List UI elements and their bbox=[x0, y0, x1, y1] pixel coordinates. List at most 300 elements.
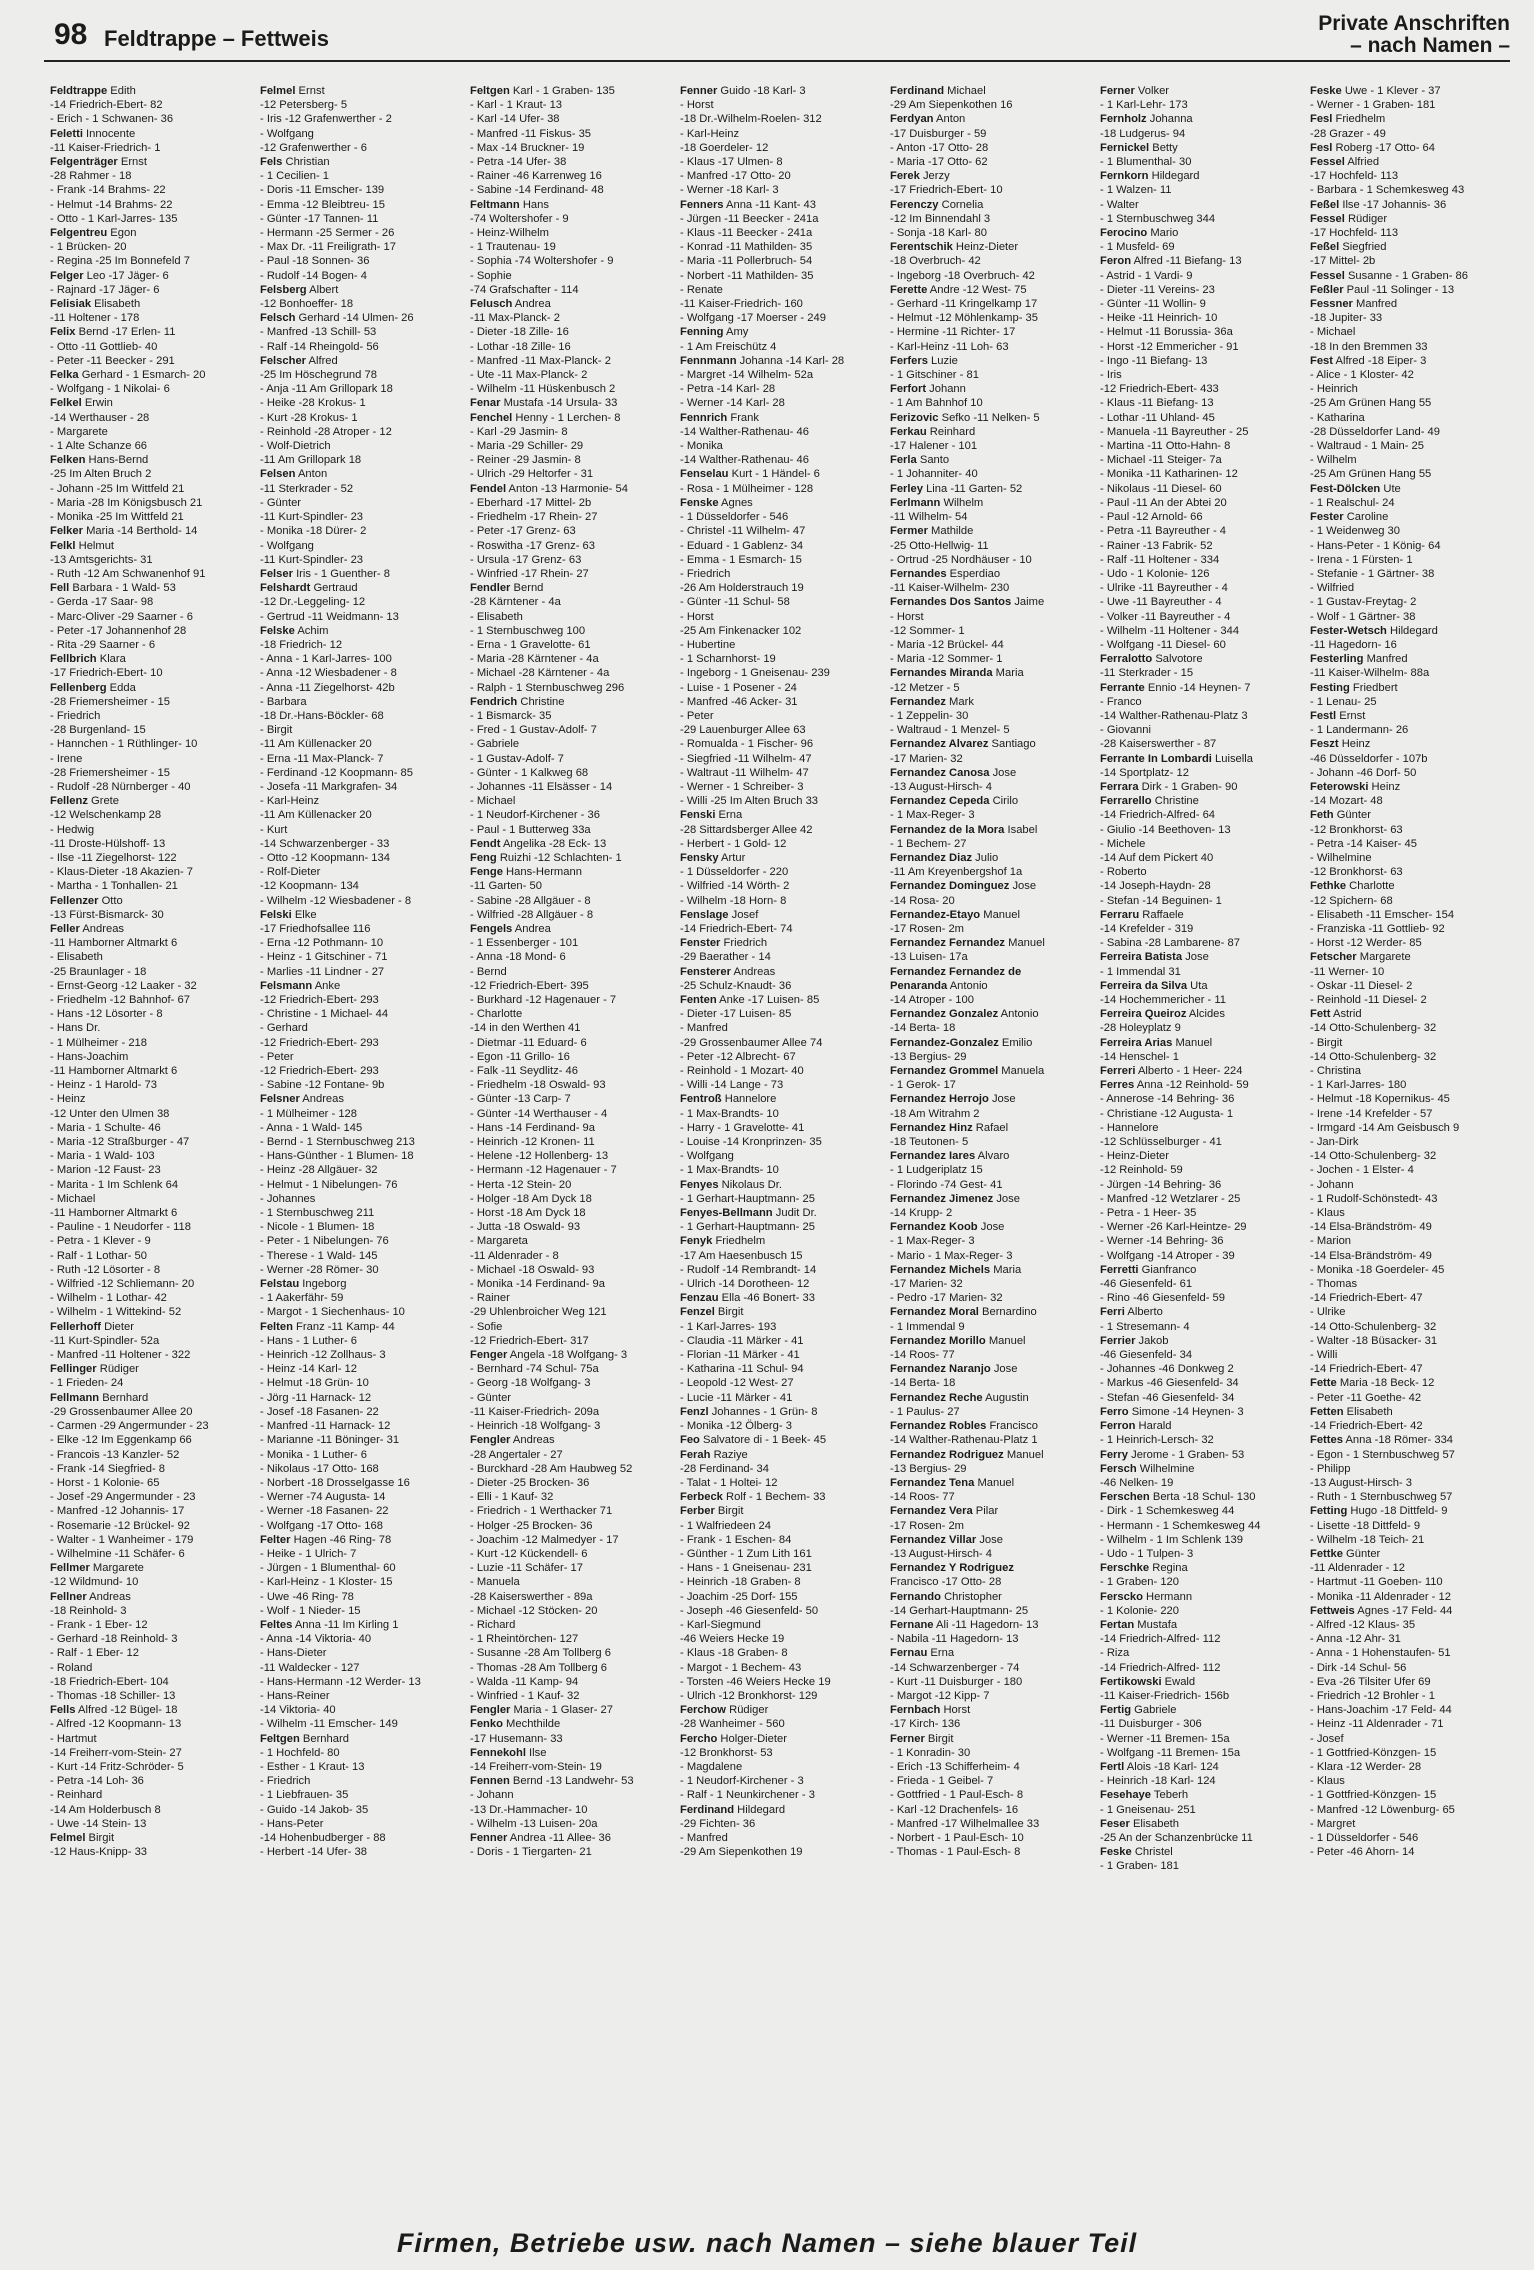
entry-surname: Fernandez Iares bbox=[890, 1150, 976, 1163]
entry-surname: Fernickel bbox=[1100, 141, 1150, 154]
entry-details: - Günter bbox=[470, 1391, 512, 1404]
entry-details: - Johannes -11 Elsässer - 14 bbox=[470, 780, 613, 793]
entry-details: Friedbert bbox=[1349, 681, 1398, 694]
directory-entry bbox=[50, 823, 250, 837]
entry-details: -13 August-Hirsch- 3 bbox=[1310, 1476, 1412, 1489]
entry-details: - Friedrich - 1 Werthacker 71 bbox=[470, 1505, 613, 1518]
directory-entry bbox=[680, 681, 880, 695]
directory-entry bbox=[260, 269, 460, 283]
directory-entry bbox=[50, 1476, 250, 1490]
entry-surname: Fennmann bbox=[680, 354, 737, 367]
directory-entry bbox=[470, 993, 670, 1007]
entry-details: Jose bbox=[977, 1221, 1005, 1234]
entry-details: - Hans - 1 Luther- 6 bbox=[260, 1334, 358, 1347]
directory-entry bbox=[260, 1561, 460, 1575]
directory-entry bbox=[260, 141, 460, 155]
directory-entry bbox=[680, 709, 880, 723]
entry-details: -28 Angertaler - 27 bbox=[470, 1448, 563, 1461]
directory-entry bbox=[50, 1675, 250, 1689]
entry-details: -25 Im Höschegrund 78 bbox=[260, 369, 377, 382]
entry-details: - Herbert -14 Ufer- 38 bbox=[260, 1846, 367, 1859]
entry-details: - Winfried - 1 Kauf- 32 bbox=[470, 1689, 580, 1702]
directory-entry bbox=[1310, 425, 1510, 439]
directory-entry bbox=[1100, 681, 1300, 695]
entry-details: - Emma -12 Bleibtreu- 15 bbox=[260, 198, 385, 211]
entry-surname: Fernandes bbox=[890, 567, 947, 580]
entry-details: - Bernd bbox=[470, 965, 507, 978]
directory-entry bbox=[680, 340, 880, 354]
entry-surname: Fernandez Jimenez bbox=[890, 1192, 994, 1205]
directory-entry bbox=[1100, 226, 1300, 240]
entry-details: Mario bbox=[1147, 227, 1179, 240]
entry-details: Manfred bbox=[1363, 653, 1408, 666]
entry-details: Caroline bbox=[1343, 511, 1389, 524]
directory-entry bbox=[680, 752, 880, 766]
directory-entry bbox=[260, 993, 460, 1007]
directory-entry bbox=[50, 411, 250, 425]
entry-details: -12 Schlüsselburger - 41 bbox=[1100, 1136, 1222, 1149]
entry-details: Erwin bbox=[81, 397, 113, 410]
entry-details: Bernardino bbox=[978, 1306, 1037, 1319]
entry-details: Hildegard bbox=[734, 1803, 786, 1816]
directory-entry bbox=[1310, 794, 1510, 808]
directory-entry bbox=[50, 865, 250, 879]
entry-details: - 1 Graben- 120 bbox=[1100, 1576, 1179, 1589]
directory-entry bbox=[1100, 1462, 1300, 1476]
entry-surname: Fesl bbox=[1310, 141, 1333, 154]
directory-entry bbox=[470, 1703, 670, 1717]
entry-details: Margarete bbox=[89, 1562, 144, 1575]
entry-details: -14 Otto-Schulenberg- 32 bbox=[1310, 1150, 1437, 1163]
directory-entry bbox=[1100, 1405, 1300, 1419]
directory-entry bbox=[50, 1448, 250, 1462]
directory-entry bbox=[1100, 1320, 1300, 1334]
directory-entry bbox=[470, 269, 670, 283]
entry-details: - Florian -11 Märker - 41 bbox=[680, 1349, 800, 1362]
entry-details: - Burkhard -12 Hagenauer - 7 bbox=[470, 994, 617, 1006]
directory-entry bbox=[1310, 780, 1510, 794]
directory-entry bbox=[1100, 240, 1300, 254]
directory-entry bbox=[1100, 1618, 1300, 1632]
entry-details: - Hans -14 Ferdinand- 9a bbox=[470, 1121, 595, 1134]
directory-entry bbox=[260, 1519, 460, 1533]
entry-details: Betty bbox=[1149, 141, 1178, 154]
entry-surname: Fernandez Naranjo bbox=[890, 1363, 991, 1376]
directory-entry bbox=[890, 1604, 1090, 1618]
entry-details: -14 Roos- 77 bbox=[890, 1491, 955, 1504]
directory-entry bbox=[680, 695, 880, 709]
entry-details: - Bernhard -74 Schul- 75a bbox=[470, 1363, 599, 1376]
entry-details: - Willi -25 Im Alten Bruch 33 bbox=[680, 795, 819, 808]
entry-surname: Ferron bbox=[1100, 1420, 1136, 1433]
directory-entry bbox=[1100, 1831, 1300, 1845]
entry-details: - Stefanie - 1 Gärtner- 38 bbox=[1310, 567, 1435, 580]
directory-entry bbox=[680, 908, 880, 922]
entry-surname: Fenster bbox=[680, 937, 721, 950]
entry-details: - Maria -12 Straßburger - 47 bbox=[50, 1136, 190, 1149]
directory-entry bbox=[1310, 1021, 1510, 1035]
directory-entry bbox=[470, 1448, 670, 1462]
entry-details: - Heinz -11 Aldenrader - 71 bbox=[1310, 1718, 1444, 1731]
entry-details: - Ulrich -14 Dorotheen- 12 bbox=[680, 1278, 810, 1291]
directory-entry bbox=[1310, 411, 1510, 425]
entry-details: - Wilfried bbox=[1310, 582, 1355, 595]
entry-details: - Petra -14 Ufer- 38 bbox=[470, 156, 567, 169]
directory-entry bbox=[1310, 695, 1510, 709]
directory-entry bbox=[260, 610, 460, 624]
directory-entry bbox=[1310, 1476, 1510, 1490]
directory-entry bbox=[260, 1064, 460, 1078]
entry-details: -11 Am Küllenacker 20 bbox=[260, 738, 372, 751]
directory-entry bbox=[1100, 482, 1300, 496]
entry-details: - Frank -14 Brahms- 22 bbox=[50, 184, 166, 197]
directory-entry bbox=[1310, 1675, 1510, 1689]
directory-entry bbox=[1100, 1788, 1300, 1802]
entry-details: -14 Hochemmericher - 11 bbox=[1100, 994, 1227, 1006]
directory-entry bbox=[890, 681, 1090, 695]
entry-surname: Ferralotto bbox=[1100, 653, 1153, 666]
entry-details: - Wolf - 1 Gärtner- 38 bbox=[1310, 610, 1416, 623]
entry-details: - Herbert - 1 Gold- 12 bbox=[680, 837, 787, 850]
entry-details: - Walter - 1 Wanheimer - 179 bbox=[50, 1533, 194, 1546]
entry-details: -14 Walther-Rathenau-Platz 3 bbox=[1100, 709, 1248, 722]
entry-details: Rüdiger bbox=[726, 1704, 769, 1717]
directory-entry bbox=[470, 1845, 670, 1859]
directory-entry bbox=[470, 1107, 670, 1121]
entry-details: -18 Teutonen- 5 bbox=[890, 1136, 969, 1149]
entry-details: - Rainer -13 Fabrik- 52 bbox=[1100, 539, 1213, 552]
entry-details: Ennio -14 Heynen- 7 bbox=[1144, 681, 1251, 694]
directory-entry bbox=[470, 1263, 670, 1277]
entry-details: - Sophie bbox=[470, 269, 512, 282]
directory-entry bbox=[1100, 1376, 1300, 1390]
directory-entry bbox=[50, 1561, 250, 1575]
directory-entry bbox=[260, 581, 460, 595]
entry-details: - Hermann - 1 Schemkesweg 44 bbox=[1100, 1519, 1261, 1532]
entry-details: Luzie bbox=[927, 354, 958, 367]
directory-entry bbox=[680, 1277, 880, 1291]
directory-entry bbox=[260, 652, 460, 666]
entry-details: -12 Petersberg- 5 bbox=[260, 99, 348, 112]
directory-entry bbox=[1310, 865, 1510, 879]
entry-surname: Ferreira da Silva bbox=[1100, 979, 1188, 992]
entry-surname: Felske bbox=[260, 624, 295, 637]
entry-details: Lina -11 Garten- 52 bbox=[922, 482, 1023, 495]
directory-entry bbox=[1100, 1021, 1300, 1035]
entry-details: Ella -46 Bonert- 33 bbox=[718, 1292, 815, 1305]
entry-details: - Wilfried -14 Wörth- 2 bbox=[680, 880, 790, 893]
entry-details: - 1 Brücken- 20 bbox=[50, 241, 127, 254]
directory-entry bbox=[260, 794, 460, 808]
directory-entry bbox=[890, 325, 1090, 339]
entry-details: Andreas bbox=[731, 965, 776, 978]
entry-details: - Sophia -74 Woltershofer - 9 bbox=[470, 255, 614, 268]
entry-details: - Günter -11 Schul- 58 bbox=[680, 596, 790, 609]
directory-entry bbox=[470, 1334, 670, 1348]
entry-details: - 1 Trautenau- 19 bbox=[470, 241, 556, 254]
entry-surname: Festerling bbox=[1310, 653, 1364, 666]
directory-entry bbox=[50, 908, 250, 922]
entry-details: Alfred -12 Bügel- 18 bbox=[75, 1704, 178, 1717]
entry-details: -29 Uhlenbroicher Weg 121 bbox=[470, 1306, 607, 1319]
directory-entry bbox=[50, 1504, 250, 1518]
directory-entry bbox=[260, 1433, 460, 1447]
directory-entry bbox=[1310, 226, 1510, 240]
entry-surname: Fells bbox=[50, 1704, 76, 1717]
entry-details: - Georg -18 Wolfgang- 3 bbox=[470, 1377, 591, 1390]
entry-details: - 1 Graben- 181 bbox=[1100, 1860, 1179, 1873]
entry-details: -28 Wanheimer - 560 bbox=[680, 1718, 785, 1731]
entry-details: - Ulrich -29 Heltorfer - 31 bbox=[470, 468, 594, 481]
entry-surname: Feterowski bbox=[1310, 780, 1369, 793]
directory-entry bbox=[890, 84, 1090, 98]
entry-details: -11 Kaiser-Friedrich- 156b bbox=[1100, 1689, 1230, 1702]
directory-entry bbox=[260, 1675, 460, 1689]
directory-entry bbox=[680, 155, 880, 169]
entry-surname: Fendrich bbox=[470, 695, 518, 708]
directory-entry bbox=[680, 382, 880, 396]
entry-details: - Horst bbox=[890, 610, 924, 623]
entry-details: - Günther - 1 Zum Lith 161 bbox=[680, 1547, 812, 1560]
directory-entry bbox=[470, 1831, 670, 1845]
directory-entry bbox=[1310, 567, 1510, 581]
entry-details: -11 Hamborner Altmarkt 6 bbox=[50, 1065, 178, 1078]
directory-entry bbox=[1310, 112, 1510, 126]
directory-entry bbox=[260, 382, 460, 396]
entry-details: -28 Ferdinand- 34 bbox=[680, 1462, 769, 1475]
directory-entry bbox=[680, 396, 880, 410]
directory-entry bbox=[260, 1021, 460, 1035]
entry-details: Alberto bbox=[1124, 1306, 1163, 1319]
directory-column bbox=[890, 84, 1090, 2214]
directory-entry bbox=[1310, 1007, 1510, 1021]
entry-details: - Horst -18 Am Dyck 18 bbox=[470, 1207, 586, 1220]
entry-details: - Heinrich -18 Wolfgang- 3 bbox=[470, 1420, 601, 1433]
entry-details: Hans bbox=[519, 198, 549, 211]
entry-details: - Roberto bbox=[1100, 866, 1147, 879]
directory-entry bbox=[260, 922, 460, 936]
directory-entry bbox=[260, 1462, 460, 1476]
entry-surname: Ferschke bbox=[1100, 1562, 1150, 1575]
entry-details: - Maria -12 Brückel- 44 bbox=[890, 638, 1004, 651]
entry-surname: Fernandez Fernandez bbox=[890, 937, 1006, 950]
entry-surname: Fernandez Cepeda bbox=[890, 795, 990, 808]
directory-entry bbox=[50, 581, 250, 595]
entry-details: Alfried bbox=[1344, 156, 1380, 169]
entry-surname: Ferner bbox=[1100, 85, 1135, 97]
directory-entry bbox=[1100, 1433, 1300, 1447]
directory-entry bbox=[680, 212, 880, 226]
directory-entry bbox=[260, 1490, 460, 1504]
entry-details: - Katharina -11 Schul- 94 bbox=[680, 1363, 804, 1376]
entry-details: - Barbara bbox=[260, 695, 307, 708]
entry-details: -17 Hochfeld- 113 bbox=[1310, 227, 1399, 240]
directory-entry bbox=[1310, 98, 1510, 112]
entry-details: -14 Friedrich-Ebert- 47 bbox=[1310, 1363, 1423, 1376]
entry-surname: Fendt bbox=[470, 837, 501, 850]
directory-entry bbox=[890, 1348, 1090, 1362]
entry-details: - Maria -12 Sommer- 1 bbox=[890, 653, 1003, 666]
directory-entry bbox=[1310, 297, 1510, 311]
entry-details: Francisco -17 Otto- 28 bbox=[890, 1576, 1002, 1589]
directory-entry bbox=[680, 1263, 880, 1277]
entry-details: Johanna -14 Karl- 28 bbox=[736, 354, 845, 367]
directory-entry bbox=[50, 723, 250, 737]
entry-details: -29 Grossenbaumer Allee 74 bbox=[680, 1036, 823, 1049]
directory-entry bbox=[1310, 808, 1510, 822]
directory-entry bbox=[680, 1732, 880, 1746]
entry-details: - Michele bbox=[1100, 837, 1146, 850]
entry-details: - Peter -46 Ahorn- 14 bbox=[1310, 1846, 1415, 1859]
directory-entry bbox=[1100, 766, 1300, 780]
directory-entry bbox=[470, 1305, 670, 1319]
directory-entry bbox=[1310, 1519, 1510, 1533]
entry-details: - Udo - 1 Tulpen- 3 bbox=[1100, 1547, 1194, 1560]
directory-entry bbox=[1310, 666, 1510, 680]
directory-entry bbox=[470, 1490, 670, 1504]
entry-details: - Karl-Heinz bbox=[680, 127, 740, 140]
entry-details: - Heinz bbox=[50, 1093, 86, 1106]
entry-details: - Hedwig bbox=[50, 823, 95, 836]
directory-entry bbox=[1100, 865, 1300, 879]
entry-details: - Erich -13 Schifferheim- 4 bbox=[890, 1760, 1020, 1773]
entry-details: - Günter bbox=[260, 496, 302, 509]
directory-entry bbox=[1100, 1490, 1300, 1504]
directory-entry bbox=[50, 1788, 250, 1802]
entry-details: - Wilhelm -13 Luisen- 20a bbox=[470, 1817, 598, 1830]
directory-entry bbox=[50, 1831, 250, 1845]
entry-details: - Manfred -12 Wetzlarer - 25 bbox=[1100, 1192, 1241, 1205]
entry-surname: Fest-Dölcken bbox=[1310, 482, 1381, 495]
entry-surname: Felgentreu bbox=[50, 227, 108, 240]
entry-details: - Hermann -25 Sermer - 26 bbox=[260, 227, 395, 240]
directory-entry bbox=[1100, 1007, 1300, 1021]
entry-details: -29 Am Siepenkothen 19 bbox=[680, 1846, 803, 1859]
directory-entry bbox=[1310, 212, 1510, 226]
entry-details: - Erna - 1 Gravelotte- 61 bbox=[470, 638, 591, 651]
entry-details: - Klaus bbox=[1310, 1207, 1345, 1220]
entry-surname: Feng bbox=[470, 851, 497, 864]
entry-details: Mark bbox=[945, 695, 974, 708]
directory-entry bbox=[1310, 879, 1510, 893]
entry-details: - 1 Hochfeld- 80 bbox=[260, 1746, 340, 1759]
directory-entry bbox=[1100, 354, 1300, 368]
entry-details: - Otto - 1 Karl-Jarres- 135 bbox=[50, 212, 178, 225]
entry-details: -11 Am Grillopark 18 bbox=[260, 454, 362, 467]
entry-surname: Ferla bbox=[890, 454, 917, 467]
directory-entry bbox=[1310, 1604, 1510, 1618]
directory-entry bbox=[890, 1433, 1090, 1447]
directory-entry bbox=[680, 1462, 880, 1476]
directory-entry bbox=[890, 709, 1090, 723]
directory-entry bbox=[260, 1135, 460, 1149]
entry-surname: Feth bbox=[1310, 809, 1334, 822]
entry-details: Franz -11 Kamp- 44 bbox=[292, 1320, 395, 1333]
directory-entry bbox=[890, 1220, 1090, 1234]
entry-details: - Helmut - 1 Nibelungen- 76 bbox=[260, 1178, 398, 1191]
entry-surname: Felser bbox=[260, 567, 293, 580]
directory-entry bbox=[1310, 581, 1510, 595]
directory-entry bbox=[260, 1305, 460, 1319]
directory-entry bbox=[680, 1064, 880, 1078]
entry-details: -12 Friedrich-Ebert- 433 bbox=[1100, 383, 1219, 396]
entry-surname: Feszt bbox=[1310, 738, 1339, 751]
entry-surname: Felmel bbox=[260, 85, 296, 97]
entry-details: - Otto -11 Gottlieb- 40 bbox=[50, 340, 158, 353]
entry-details: - Birgit bbox=[260, 724, 293, 737]
entry-details: -17 Rosen- 2m bbox=[890, 922, 964, 935]
directory-entry bbox=[260, 212, 460, 226]
entry-surname: Fersch bbox=[1100, 1462, 1137, 1475]
directory-entry bbox=[50, 1376, 250, 1390]
directory-entry bbox=[1100, 141, 1300, 155]
directory-entry bbox=[1310, 1746, 1510, 1760]
entry-details: - Elisabeth bbox=[50, 951, 103, 964]
entry-details: - Susanne -28 Am Tollberg 6 bbox=[470, 1647, 611, 1660]
entry-surname: Fernandez bbox=[890, 695, 946, 708]
directory-entry bbox=[50, 1007, 250, 1021]
directory-entry bbox=[1310, 240, 1510, 254]
entry-details: -46 Giesenfeld- 34 bbox=[1100, 1349, 1193, 1362]
entry-details: -14 Joseph-Haydn- 28 bbox=[1100, 880, 1211, 893]
entry-details: - Dieter -11 Vereins- 23 bbox=[1100, 283, 1215, 296]
entry-details: -18 Reinhold- 3 bbox=[50, 1604, 127, 1617]
directory-entry bbox=[890, 340, 1090, 354]
directory-entry bbox=[890, 1703, 1090, 1717]
entry-details: - Wolf - 1 Nieder- 15 bbox=[260, 1604, 361, 1617]
directory-entry bbox=[680, 894, 880, 908]
directory-entry bbox=[260, 1391, 460, 1405]
directory-entry bbox=[1310, 993, 1510, 1007]
entry-details: Ali -11 Hagedorn- 13 bbox=[933, 1618, 1039, 1631]
entry-details: - Karl - 1 Kraut- 13 bbox=[470, 99, 563, 112]
directory-entry bbox=[890, 766, 1090, 780]
directory-entry bbox=[890, 595, 1090, 609]
entry-surname: Fengler bbox=[470, 1434, 511, 1447]
entry-details: -18 Friedrich- 12 bbox=[260, 638, 343, 651]
directory-entry bbox=[680, 879, 880, 893]
entry-details: - Michael bbox=[470, 795, 516, 808]
directory-entry bbox=[1100, 794, 1300, 808]
entry-details: Elisabeth bbox=[1343, 1405, 1393, 1418]
entry-details: - Petra - 1 Klever - 9 bbox=[50, 1235, 151, 1248]
entry-details: - 1 Lenau- 25 bbox=[1310, 695, 1377, 708]
entry-details: - Lothar -18 Zille- 16 bbox=[470, 340, 571, 353]
directory-entry bbox=[1100, 254, 1300, 268]
entry-details: - Werner -11 Bremen- 15a bbox=[1100, 1732, 1230, 1745]
directory-entry bbox=[680, 1590, 880, 1604]
directory-entry bbox=[50, 112, 250, 126]
entry-details: -28 Kaiserswerther - 89a bbox=[470, 1590, 593, 1603]
directory-entry bbox=[1100, 1476, 1300, 1490]
directory-entry bbox=[890, 1249, 1090, 1263]
entry-details: - 1 Am Freischütz 4 bbox=[680, 340, 777, 353]
entry-details: - Hartmut bbox=[50, 1732, 97, 1745]
entry-details: -14 Schwarzenberger - 33 bbox=[260, 837, 390, 850]
entry-details: - Karl -29 Jasmin- 8 bbox=[470, 425, 568, 438]
entry-details: - Reinhold -11 Diesel- 2 bbox=[1310, 994, 1427, 1006]
directory-entry bbox=[470, 1348, 670, 1362]
directory-entry bbox=[1310, 624, 1510, 638]
directory-entry bbox=[50, 1234, 250, 1248]
entry-details: - Wilhelm -18 Teich- 21 bbox=[1310, 1533, 1425, 1546]
entry-details: - 1 Gitschiner - 81 bbox=[890, 369, 979, 382]
directory-entry bbox=[1100, 1717, 1300, 1731]
directory-entry bbox=[890, 1163, 1090, 1177]
entry-details: - Wilhelmine bbox=[1310, 851, 1372, 864]
entry-details: - Kurt -28 Krokus- 1 bbox=[260, 411, 358, 424]
directory-entry bbox=[890, 496, 1090, 510]
